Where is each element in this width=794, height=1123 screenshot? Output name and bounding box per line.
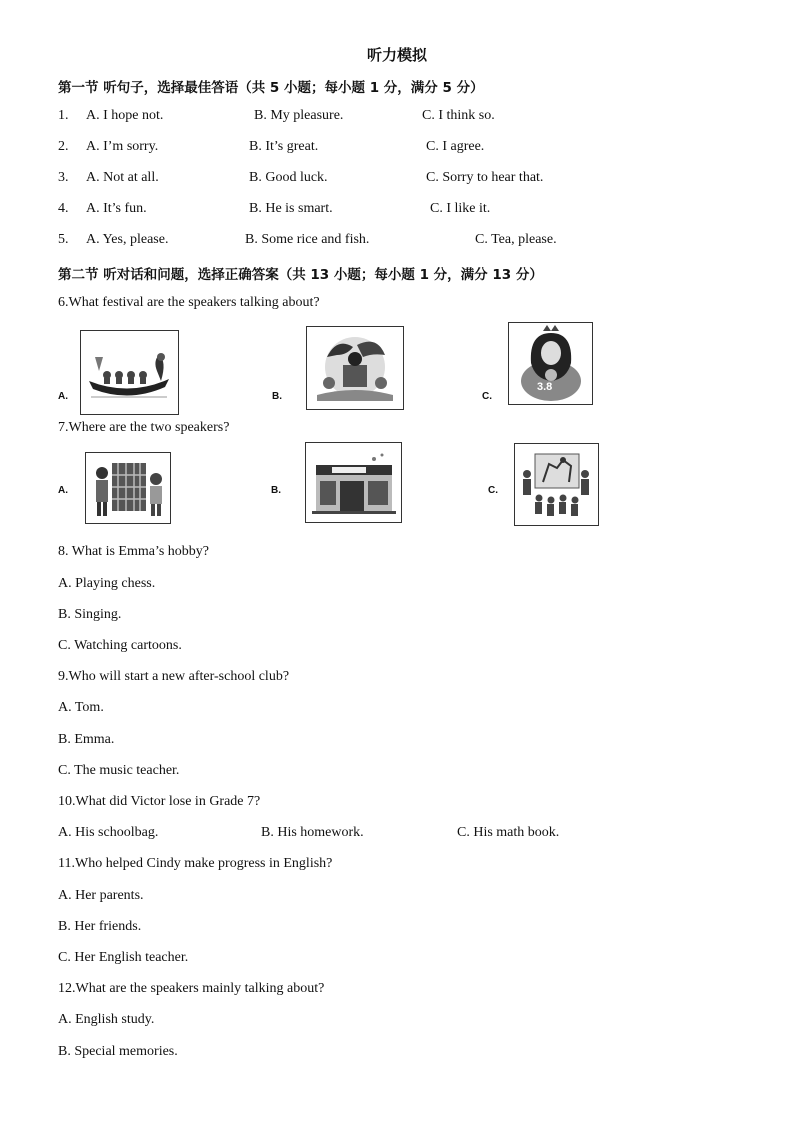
- q9-option-b: B. Emma.: [58, 732, 115, 747]
- section1-heading: 第一节 听句子，选择最佳答语（共 5 小题；每小题 1 分，满分 5 分）: [58, 80, 484, 96]
- q11-option-b: B. Her friends.: [58, 919, 142, 934]
- q3-number: 3.: [58, 170, 69, 185]
- q8-option-a: A. Playing chess.: [58, 576, 156, 591]
- q1-number: 1.: [58, 108, 69, 123]
- dragon-boat-icon: [80, 330, 179, 415]
- q9-question: 9.Who will start a new after-school club?: [58, 669, 290, 684]
- section2-heading: 第二节 听对话和问题，选择正确答案（共 13 小题；每小题 1 分，满分 13 分）: [58, 267, 543, 283]
- q10-option-c: C. His math book.: [457, 825, 560, 840]
- q2-number: 2.: [58, 139, 69, 154]
- supermarket-icon: [305, 442, 402, 523]
- q7-question: 7.Where are the two speakers?: [58, 420, 230, 435]
- q11-option-a: A. Her parents.: [58, 888, 144, 903]
- q5-option-c: C. Tea, please.: [475, 232, 557, 247]
- q2-option-a: A. I’m sorry.: [86, 139, 159, 154]
- q4-number: 4.: [58, 201, 69, 216]
- q6-label-a: A.: [58, 391, 68, 402]
- spring-festival-icon: [306, 326, 404, 410]
- q5-option-a: A. Yes, please.: [86, 232, 169, 247]
- q5-number: 5.: [58, 232, 69, 247]
- q4-option-c: C. I like it.: [430, 201, 491, 216]
- q10-question: 10.What did Victor lose in Grade 7?: [58, 794, 261, 809]
- q7-label-a: A.: [58, 485, 68, 496]
- q11-option-c: C. Her English teacher.: [58, 950, 189, 965]
- q11-question: 11.Who helped Cindy make progress in English?: [58, 856, 333, 871]
- museum-icon: [514, 443, 599, 526]
- q6-label-c: C.: [482, 391, 492, 402]
- q12-option-a: A. English study.: [58, 1012, 155, 1027]
- q9-option-c: C. The music teacher.: [58, 763, 180, 778]
- library-icon: [85, 452, 171, 524]
- q8-option-c: C. Watching cartoons.: [58, 638, 182, 653]
- q1-option-c: C. I think so.: [422, 108, 495, 123]
- q7-label-b: B.: [271, 485, 281, 496]
- womens-day-icon: [508, 322, 593, 405]
- q5-option-b: B. Some rice and fish.: [245, 232, 370, 247]
- q6-question: 6.What festival are the speakers talking about?: [58, 295, 320, 310]
- q12-question: 12.What are the speakers mainly talking about?: [58, 981, 325, 996]
- q7-label-c: C.: [488, 485, 498, 496]
- q4-option-a: A. It’s fun.: [86, 201, 147, 216]
- q9-option-a: A. Tom.: [58, 700, 104, 715]
- q10-option-b: B. His homework.: [261, 825, 364, 840]
- q3-option-a: A. Not at all.: [86, 170, 159, 185]
- q3-option-b: B. Good luck.: [249, 170, 328, 185]
- q1-option-b: B. My pleasure.: [254, 108, 344, 123]
- page-title: 听力模拟: [366, 46, 427, 64]
- womens-day-badge: 3.8: [537, 381, 553, 393]
- q2-option-b: B. It’s great.: [249, 139, 319, 154]
- q4-option-b: B. He is smart.: [249, 201, 333, 216]
- q3-option-c: C. Sorry to hear that.: [426, 170, 544, 185]
- q8-question: 8. What is Emma’s hobby?: [58, 544, 209, 559]
- q8-option-b: B. Singing.: [58, 607, 122, 622]
- q2-option-c: C. I agree.: [426, 139, 485, 154]
- q10-option-a: A. His schoolbag.: [58, 825, 159, 840]
- q1-option-a: A. I hope not.: [86, 108, 164, 123]
- q6-label-b: B.: [272, 391, 282, 402]
- q12-option-b: B. Special memories.: [58, 1044, 178, 1059]
